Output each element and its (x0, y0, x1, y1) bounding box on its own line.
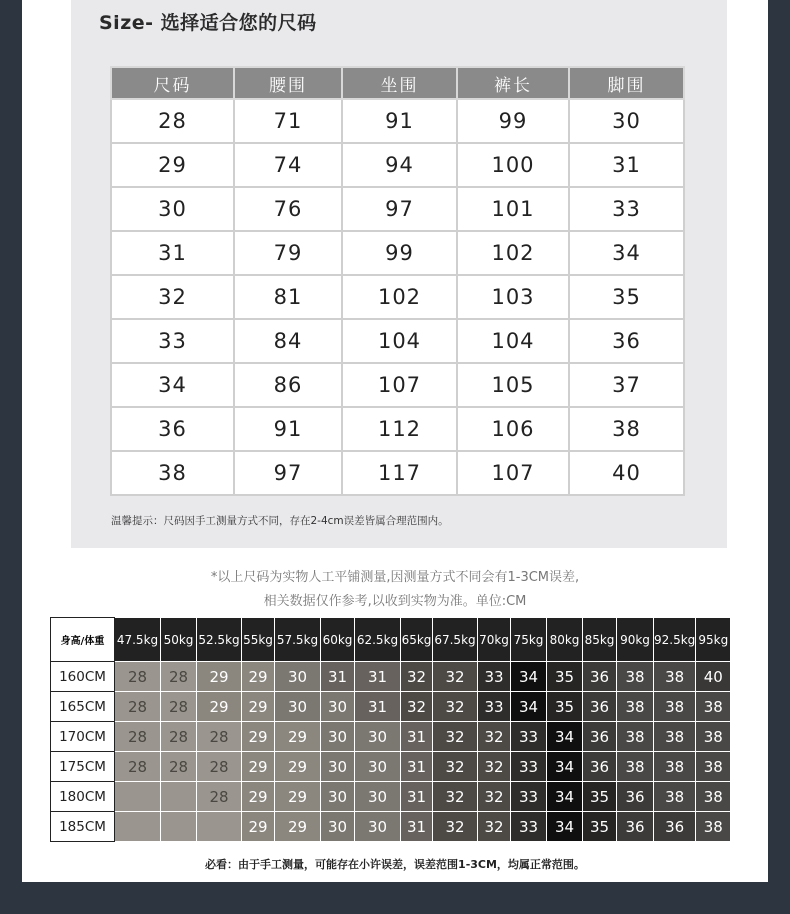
size-table-cell: 106 (457, 407, 569, 451)
size-recommendation-cell: 33 (511, 782, 547, 812)
size-recommendation-cell: 30 (321, 722, 355, 752)
size-table-cell: 74 (234, 143, 342, 187)
size-recommendation-cell: 29 (242, 782, 275, 812)
page-background (22, 0, 768, 882)
size-table-cell: 79 (234, 231, 342, 275)
size-recommendation-cell: 29 (275, 812, 321, 842)
size-table-cell: 38 (569, 407, 684, 451)
size-recommendation-cell: 38 (696, 752, 731, 782)
size-table-cell: 117 (342, 451, 457, 495)
size-recommendation-cell: 40 (696, 662, 731, 692)
size-recommendation-cell: 36 (617, 782, 654, 812)
size-recommendation-cell (161, 782, 197, 812)
size-table-row (111, 451, 684, 495)
size-table-cell: 35 (569, 275, 684, 319)
weight-header-row (51, 618, 731, 662)
measurement-note-line1: *以上尺码为实物人工平铺测量,因测量方式不同会有1-3CM误差, (210, 570, 580, 585)
size-table-cell: 91 (234, 407, 342, 451)
size-table-cell: 81 (234, 275, 342, 319)
size-table-cell: 31 (111, 231, 234, 275)
size-table-cell: 84 (234, 319, 342, 363)
size-recommendation-cell: 33 (478, 692, 511, 722)
size-recommendation-cell: 28 (197, 752, 242, 782)
size-recommendation-cell: 32 (433, 782, 478, 812)
header-waist: 腰围 (234, 67, 342, 99)
weight-header-cell: 65kg (401, 618, 433, 662)
height-label: 170CM (51, 722, 115, 752)
size-table-cell: 104 (342, 319, 457, 363)
size-table-cell: 36 (569, 319, 684, 363)
size-recommendation-cell: 34 (547, 722, 583, 752)
size-recommendation-cell: 34 (547, 782, 583, 812)
size-recommendation-cell: 38 (654, 782, 696, 812)
weight-header-cell: 47.5kg (115, 618, 161, 662)
size-table-cell: 100 (457, 143, 569, 187)
weight-header-cell: 52.5kg (197, 618, 242, 662)
size-recommendation-cell: 32 (433, 662, 478, 692)
height-label: 175CM (51, 752, 115, 782)
size-table-row (111, 407, 684, 451)
size-table-row (111, 99, 684, 143)
size-table-cell: 102 (342, 275, 457, 319)
size-table-row (111, 275, 684, 319)
size-recommendation-cell: 38 (617, 662, 654, 692)
size-recommendation-cell: 36 (583, 722, 617, 752)
size-recommendation-cell: 32 (401, 662, 433, 692)
size-recommendation-cell: 31 (355, 692, 401, 722)
size-recommendation-cell: 34 (511, 692, 547, 722)
size-chart-card (71, 0, 727, 548)
height-label: 185CM (51, 812, 115, 842)
size-recommendation-cell: 38 (696, 722, 731, 752)
weight-header-cell: 57.5kg (275, 618, 321, 662)
size-table-cell: 33 (111, 319, 234, 363)
size-recommendation-cell: 32 (478, 722, 511, 752)
size-table-cell: 34 (111, 363, 234, 407)
weight-header-cell: 55kg (242, 618, 275, 662)
warm-tip: 温馨提示：尺码因手工测量方式不同，存在2-4cm误差皆属合理范围内。 (111, 515, 449, 527)
weight-header-cell: 67.5kg (433, 618, 478, 662)
size-recommendation-cell: 33 (511, 812, 547, 842)
size-recommendation-cell: 31 (355, 662, 401, 692)
size-recommendation-cell: 28 (115, 722, 161, 752)
size-table-cell: 112 (342, 407, 457, 451)
size-recommendation-cell: 36 (583, 752, 617, 782)
size-recommendation-cell: 32 (433, 722, 478, 752)
size-recommendation-cell (161, 812, 197, 842)
size-table-cell: 99 (342, 231, 457, 275)
size-table-row (111, 143, 684, 187)
size-recommendation-cell: 29 (242, 752, 275, 782)
size-recommendation-cell: 30 (275, 692, 321, 722)
size-recommendation-cell (197, 812, 242, 842)
height-label: 165CM (51, 692, 115, 722)
size-recommendation-cell: 33 (478, 662, 511, 692)
size-recommendation-cell: 29 (275, 752, 321, 782)
size-recommendation-cell: 31 (401, 812, 433, 842)
weight-header-cell: 80kg (547, 618, 583, 662)
size-recommendation-cell: 31 (401, 752, 433, 782)
measurement-note-line2: 相关数据仅作参考,以收到实物为准。单位:CM (263, 594, 527, 609)
size-recommendation-cell: 29 (275, 722, 321, 752)
size-recommendation-cell: 28 (161, 692, 197, 722)
size-table (110, 66, 685, 496)
size-recommendation-cell: 28 (197, 782, 242, 812)
weight-header-cell: 95kg (696, 618, 731, 662)
size-table-cell: 31 (569, 143, 684, 187)
height-weight-table (50, 617, 731, 842)
size-recommendation-cell: 28 (161, 752, 197, 782)
size-recommendation-cell: 36 (654, 812, 696, 842)
size-recommendation-cell (115, 782, 161, 812)
size-recommendation-cell: 34 (547, 812, 583, 842)
weight-header-cell: 85kg (583, 618, 617, 662)
size-table-cell: 97 (342, 187, 457, 231)
size-table-cell: 30 (569, 99, 684, 143)
weight-header-cell: 60kg (321, 618, 355, 662)
size-recommendation-cell: 30 (355, 722, 401, 752)
size-recommendation-cell: 32 (433, 812, 478, 842)
size-table-cell: 40 (569, 451, 684, 495)
size-table-cell: 76 (234, 187, 342, 231)
height-label: 180CM (51, 782, 115, 812)
size-table-cell: 38 (111, 451, 234, 495)
size-recommendation-cell: 34 (547, 752, 583, 782)
size-recommendation-cell: 34 (511, 662, 547, 692)
size-recommendation-cell: 30 (321, 812, 355, 842)
size-table-cell: 104 (457, 319, 569, 363)
size-recommendation-cell: 38 (654, 752, 696, 782)
height-row (51, 752, 731, 782)
size-recommendation-cell: 38 (654, 662, 696, 692)
size-table-cell: 94 (342, 143, 457, 187)
size-recommendation-cell: 38 (617, 692, 654, 722)
size-recommendation-cell: 35 (583, 782, 617, 812)
size-table-cell: 105 (457, 363, 569, 407)
header-length: 裤长 (457, 67, 569, 99)
size-recommendation-cell: 30 (321, 692, 355, 722)
size-table-cell: 101 (457, 187, 569, 231)
size-recommendation-cell: 36 (617, 812, 654, 842)
size-recommendation-cell: 29 (275, 782, 321, 812)
size-recommendation-cell: 38 (696, 812, 731, 842)
size-recommendation-cell: 38 (617, 752, 654, 782)
weight-header-cell: 90kg (617, 618, 654, 662)
size-recommendation-cell: 30 (355, 812, 401, 842)
size-recommendation-cell: 32 (433, 752, 478, 782)
page-title: Size- 选择适合您的尺码 (99, 12, 317, 34)
size-recommendation-cell: 30 (321, 782, 355, 812)
height-row (51, 722, 731, 752)
size-table-cell: 33 (569, 187, 684, 231)
size-table-cell: 28 (111, 99, 234, 143)
size-recommendation-cell: 29 (242, 722, 275, 752)
size-recommendation-cell: 28 (161, 722, 197, 752)
size-recommendation-cell: 29 (197, 692, 242, 722)
size-recommendation-cell: 35 (547, 692, 583, 722)
size-recommendation-cell: 31 (321, 662, 355, 692)
weight-header-cell: 50kg (161, 618, 197, 662)
height-label: 160CM (51, 662, 115, 692)
size-table-cell: 30 (111, 187, 234, 231)
size-recommendation-cell: 32 (478, 752, 511, 782)
size-recommendation-cell: 30 (355, 752, 401, 782)
size-table-cell: 34 (569, 231, 684, 275)
size-table-row (111, 187, 684, 231)
weight-header-cell: 75kg (511, 618, 547, 662)
size-recommendation-cell (115, 812, 161, 842)
size-recommendation-cell: 31 (401, 722, 433, 752)
size-recommendation-cell: 36 (583, 692, 617, 722)
size-table-cell: 86 (234, 363, 342, 407)
size-table-cell: 32 (111, 275, 234, 319)
size-recommendation-cell: 29 (242, 812, 275, 842)
size-recommendation-cell: 31 (401, 782, 433, 812)
size-recommendation-cell: 33 (511, 752, 547, 782)
size-table-cell: 36 (111, 407, 234, 451)
height-row (51, 692, 731, 722)
size-table-row (111, 319, 684, 363)
size-recommendation-cell: 29 (242, 662, 275, 692)
weight-header-cell: 92.5kg (654, 618, 696, 662)
size-table-cell: 37 (569, 363, 684, 407)
size-recommendation-cell: 28 (161, 662, 197, 692)
height-weight-corner: 身高/体重 (51, 618, 115, 662)
size-recommendation-cell: 38 (617, 722, 654, 752)
size-table-cell: 29 (111, 143, 234, 187)
size-recommendation-cell: 28 (197, 722, 242, 752)
weight-header-cell: 62.5kg (355, 618, 401, 662)
size-recommendation-cell: 38 (696, 782, 731, 812)
size-recommendation-cell: 30 (355, 782, 401, 812)
header-size: 尺码 (111, 67, 234, 99)
size-table-cell: 91 (342, 99, 457, 143)
size-table-cell: 71 (234, 99, 342, 143)
size-recommendation-cell: 29 (197, 662, 242, 692)
size-recommendation-cell: 32 (433, 692, 478, 722)
size-table-cell: 99 (457, 99, 569, 143)
size-recommendation-cell: 30 (321, 752, 355, 782)
size-table-cell: 103 (457, 275, 569, 319)
size-table-row (111, 231, 684, 275)
header-hem: 脚围 (569, 67, 684, 99)
size-recommendation-cell: 36 (583, 662, 617, 692)
size-recommendation-cell: 35 (583, 812, 617, 842)
size-recommendation-cell: 38 (654, 722, 696, 752)
size-recommendation-cell: 33 (511, 722, 547, 752)
size-table-cell: 97 (234, 451, 342, 495)
weight-header-cell: 70kg (478, 618, 511, 662)
size-recommendation-cell: 28 (115, 662, 161, 692)
size-table-cell: 107 (457, 451, 569, 495)
size-recommendation-cell: 32 (478, 812, 511, 842)
size-recommendation-cell: 32 (401, 692, 433, 722)
size-recommendation-cell: 28 (115, 692, 161, 722)
size-recommendation-cell: 32 (478, 782, 511, 812)
height-row (51, 812, 731, 842)
must-read-note: 必看：由于手工测量，可能存在小许误差，误差范围1-3CM，均属正常范围。 (205, 858, 585, 871)
size-table-row (111, 363, 684, 407)
header-hip: 坐围 (342, 67, 457, 99)
size-table-cell: 107 (342, 363, 457, 407)
height-row (51, 662, 731, 692)
size-recommendation-cell: 35 (547, 662, 583, 692)
size-recommendation-cell: 30 (275, 662, 321, 692)
size-recommendation-cell: 38 (696, 692, 731, 722)
size-recommendation-cell: 28 (115, 752, 161, 782)
size-table-cell: 102 (457, 231, 569, 275)
size-table-header-row (111, 67, 684, 99)
height-row (51, 782, 731, 812)
size-recommendation-cell: 38 (654, 692, 696, 722)
size-recommendation-cell: 29 (242, 692, 275, 722)
